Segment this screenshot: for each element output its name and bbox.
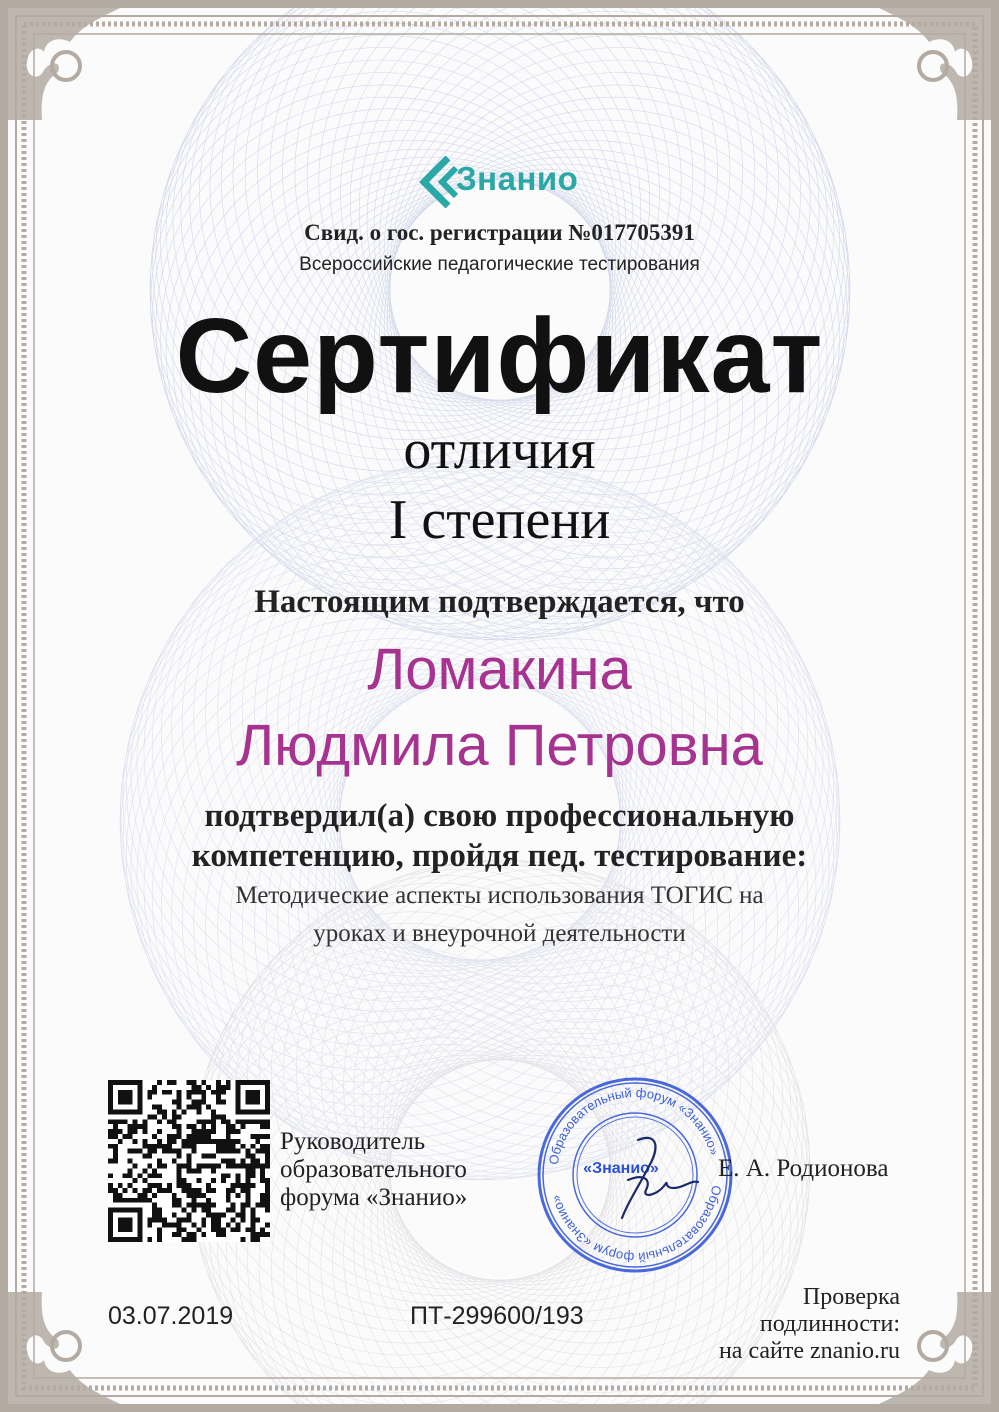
qr-code-icon (108, 1080, 270, 1242)
role-line-2: образовательного (280, 1156, 467, 1183)
competence-line-2: компетенцию, пройдя пед. тестирование: (191, 838, 808, 874)
verification-line-3: на сайте znanio.ru (718, 1338, 900, 1364)
subtitle-line-2: I степени (388, 489, 611, 551)
certificate-title: Сертификат (175, 297, 824, 415)
confirmation-text: Настоящим подтверждается, что (254, 584, 745, 620)
signatory-role (280, 1128, 467, 1212)
registration-number: Свид. о гос. регистрации №017705391 (304, 220, 695, 245)
role-line-1: Руководитель (280, 1128, 426, 1155)
verification-line-1: Проверка (802, 1284, 900, 1310)
znanio-logo (418, 152, 588, 216)
handwritten-signature (598, 1128, 718, 1228)
role-line-3: форума «Знанио» (280, 1184, 468, 1211)
competence-line-1: подтвердил(а) свою профессиональную (204, 798, 795, 834)
signatory-name: Е. А. Родионова (718, 1155, 889, 1182)
verification-note (640, 1284, 900, 1365)
document-number: ПТ-299600/193 (410, 1302, 584, 1330)
organization-line: Всероссийские педагогические тестирования (299, 254, 700, 275)
recipient-first-middle-name: Людмила Петровна (236, 713, 763, 778)
stamp-outer-text: Образовательный форум «Знанио» (545, 1084, 723, 1166)
topic-line-1: Методические аспекты использования ТОГИС на (235, 882, 764, 909)
issue-date: 03.07.2019 (108, 1302, 234, 1330)
verification-line-2: подлинности: (759, 1311, 900, 1337)
stamp-center-text: «Знанио» (583, 1160, 659, 1177)
logo-text: Знанио (456, 160, 579, 197)
subtitle-line-1: отличия (403, 419, 596, 481)
recipient-last-name: Ломакина (367, 637, 632, 702)
logo-chevron-icon (418, 156, 458, 208)
topic-line-2: уроках и внеурочной деятельности (313, 920, 686, 947)
stamp-outer-text-repeat: Образовательный форум «Знанио» (547, 1184, 725, 1266)
